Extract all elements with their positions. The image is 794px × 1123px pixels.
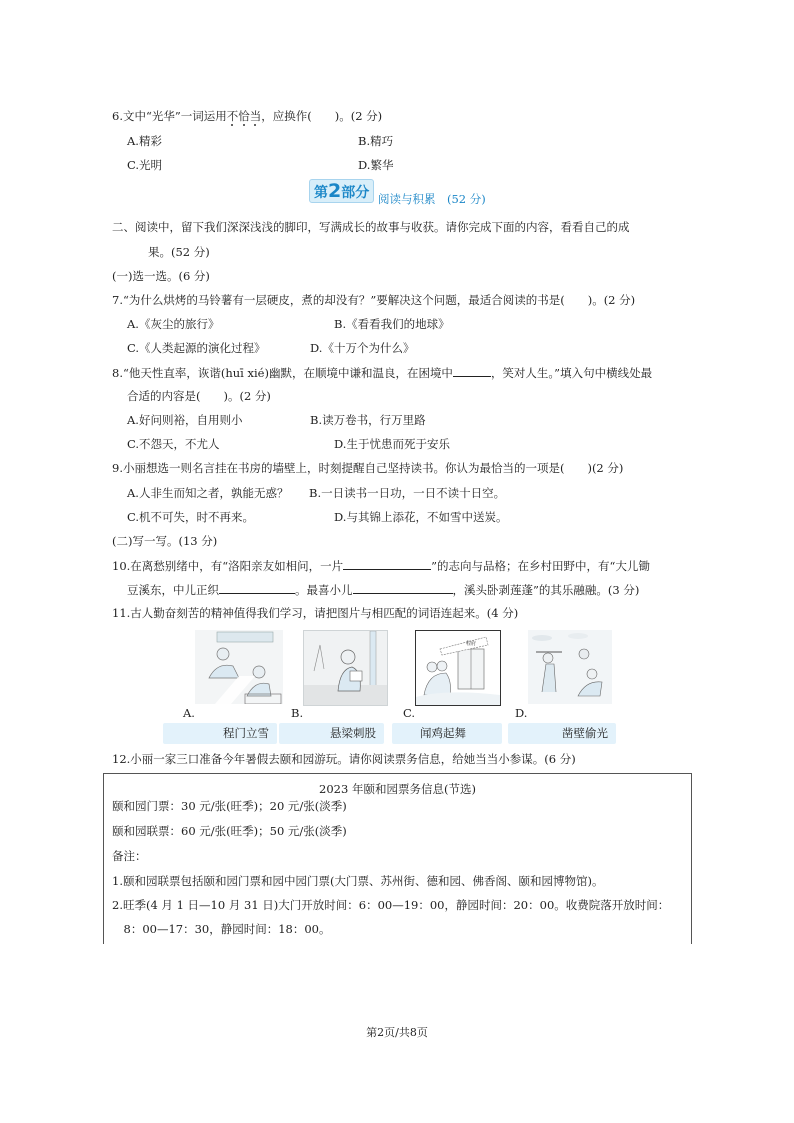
q6-option-b: B.精巧 [358,134,394,148]
sub-section-2: (二)写一写。(13 分) [112,534,218,548]
q6-option-d: D.繁华 [358,158,394,172]
section-title: 阅读与积累 (52 分) [378,192,486,206]
fill-blank[interactable] [219,581,295,594]
q11-stem: 11.古人勤奋刻苦的精神值得我们学习，请把图片与相匹配的词语连起来。(4 分) [112,606,519,620]
note-1: 1.颐和园联票包括颐和园门票和园中园门票(大门票、苏州街、德和园、佛香阁、颐和园博物馆)。 [112,874,604,888]
q8-stem: 8.“他天性直率，诙谐(huī xié)幽默，在顺境中谦和温良，在困境中 ，笑对人生。”填入句中横线处最 [112,366,653,380]
q10-line2: 豆溪东，中儿正织 。最喜小儿 ，溪头卧剥莲蓬”的其乐融融。(3 分) [127,583,640,597]
picture-c-label: C. [403,706,416,720]
q6-stem: 6.文中“光华”一词运用不恰当，应换作( )。(2 分) [112,109,383,123]
q7-option-b: B.《看看我们的地球》 [334,317,450,331]
gate-sign: 程府 [466,641,477,647]
q6-option-a: A.精彩 [127,134,162,148]
q9-option-c: C.机不可失，时不再来。 [127,510,255,524]
picture-a-label: A. [183,706,195,720]
ticket-info-box [103,773,692,944]
q7-option-c: C.《人类起源的演化过程》 [127,341,266,355]
section-badge: 第2部分 [309,179,374,203]
word-card[interactable]: 凿壁偷光 [508,723,616,744]
ticket-row-gate: 颐和园门票：30 元/张(旺季)；20 元/张(淡季) [112,799,347,813]
emphasis-dot: 恰 [238,109,250,123]
picture-a [195,630,283,704]
page-number: 第2页/共8页 [366,1026,428,1039]
q7-option-a: A.《灰尘的旅行》 [127,317,220,331]
q8-option-d: D.生于忧患而死于安乐 [334,437,450,451]
q9-option-b: B.一日读书一日功，一日不读十日空。 [309,486,506,500]
ticket-info-title: 2023 年颐和园票务信息(节选) [319,782,476,796]
q9-option-a: A.人非生而知之者，孰能无惑？ [127,486,289,500]
word-card[interactable]: 程门立雪 [163,723,277,744]
reading-scene-illustration [304,631,387,705]
fill-blank[interactable] [353,581,453,594]
study-scene-illustration [195,630,283,704]
word-card[interactable]: 闻鸡起舞 [392,723,502,744]
emphasis-dot: 不 [226,109,239,123]
notes-label: 备注： [112,849,147,863]
q12-stem: 12.小丽一家三口准备今年暑假去颐和园游玩。请你阅读票务信息，给她当当小参谋。(6 分) [112,752,576,766]
ticket-row-combo: 颐和园联票：60 元/张(旺季)；50 元/张(淡季) [112,824,347,838]
snow-gate-illustration [416,631,500,705]
q8-stem-cont: 合适的内容是( )。(2 分) [127,389,271,403]
picture-b [303,630,388,706]
q9-option-d: D.与其锦上添花，不如雪中送炭。 [334,510,508,524]
note-2-cont: 8：00—17：30，静园时间：18：00。 [112,922,331,936]
emphasis-dot: 当 [249,109,262,123]
q6-option-c: C.光明 [127,158,163,172]
q8-option-c: C.不怨天，不尤人 [127,437,220,451]
part2-intro-cont: 果。(52 分) [148,245,210,259]
q7-option-d: D.《十万个为什么》 [310,341,415,355]
q7-stem: 7.“为什么烘烤的马铃薯有一层硬皮，煮的却没有？”要解决这个问题，最适合阅读的书是( )。(2 分) [112,293,636,307]
part2-intro: 二、阅读中，留下我们深深浅浅的脚印，写满成长的故事与收获。请你完成下面的内容，看看自己的成 [112,220,630,234]
sword-practice-illustration [528,630,612,704]
q10-line1: 10.在离愁别绪中，有“洛阳亲友如相问，一片 ”的志向与品格；在乡村田野中，有“大儿锄 [112,559,650,573]
picture-b-label: B. [291,706,304,720]
note-2: 2.旺季(4 月 1 日—10 月 31 日)大门开放时间：6：00—19：00，静园时间：20：00。收费院落开放时间： [112,898,670,912]
word-card[interactable]: 悬梁刺股 [279,723,384,744]
sub-section-1: (一)选一选。(6 分) [112,269,210,283]
picture-d [528,630,612,704]
fill-blank[interactable] [453,364,491,377]
q8-option-b: B.读万卷书，行万里路 [310,413,426,427]
picture-c [415,630,501,706]
q9-stem: 9.小丽想选一则名言挂在书房的墙壁上，时刻提醒自己坚持读书。你认为最恰当的一项是( )(2 分) [112,461,624,475]
q8-option-a: A.好问则裕，自用则小 [127,413,243,427]
fill-blank[interactable] [343,557,431,570]
picture-d-label: D. [515,706,528,720]
